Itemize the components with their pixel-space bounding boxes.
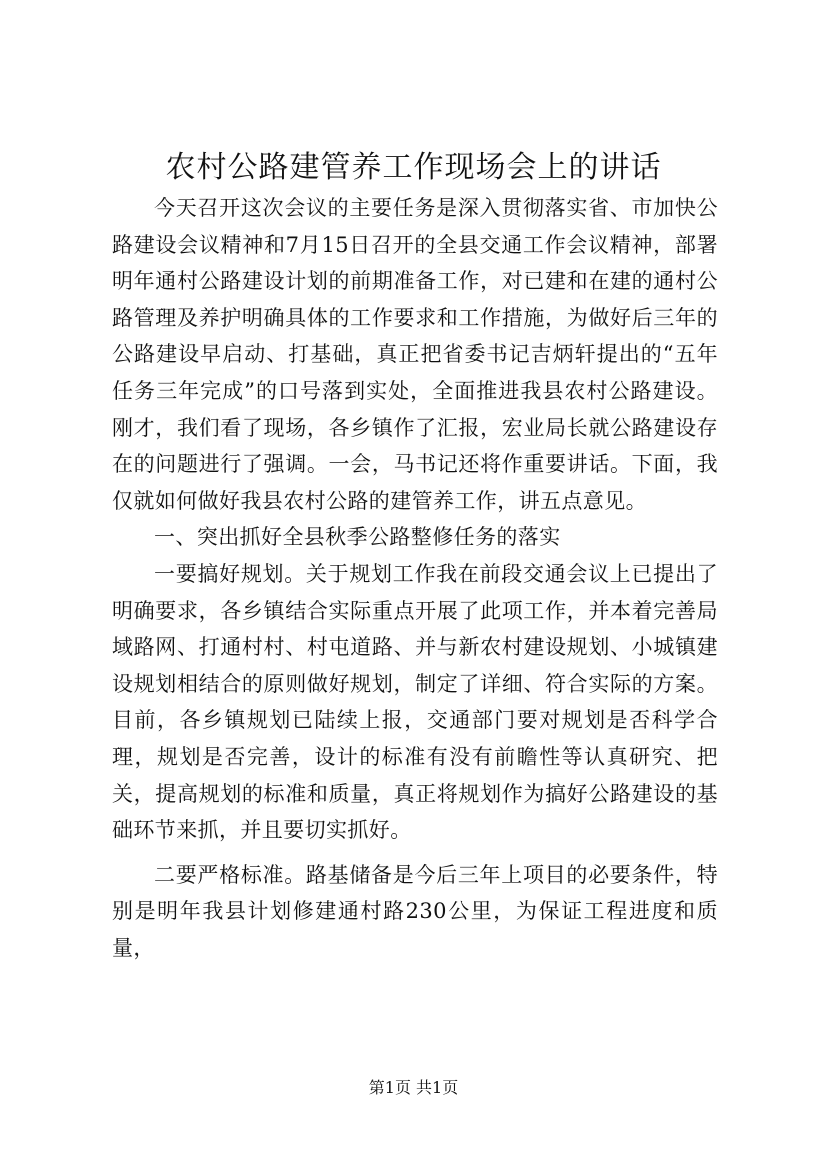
document-body — [112, 190, 718, 966]
document-title: 农村公路建管养工作现场会上的讲话 — [165, 150, 662, 185]
page-number-label: 第1页 共1页 — [368, 1078, 459, 1097]
paragraph-planning: 一要搞好规划。关于规划工作我在前段交通会议上已提出了明确要求，各乡镇结合实际重点开展了此项工作，并本着完善局域路网、打通村村、村屯道路、并与新农村建设规划、小城镇建设规划相结合的原则做好规划，制定了详细、符合实际的方案。目前，各乡镇规划已陆续上报，交通部门要对规划是否科学合理，规划是否完善，设计的标准有没有前瞻性等认真研究、把关，提高规划的标准和质量，真正将规划作为搞好公路建设的基础环节来抓，并且要切实抓好。 — [112, 561, 718, 843]
section-heading-1: 一、突出抓好全县秋季公路整修任务的落实 — [154, 525, 561, 550]
paragraph-intro: 今天召开这次会议的主要任务是深入贯彻落实省、市加快公路建设会议精神和7月15日召开的全县交通工作会议精神，部署明年通村公路建设计划的前期准备工作，对已建和在建的通村公路管理及养护明确具体的工作要求和工作措施，为做好后三年的公路建设早启动、打基础，真正把省委书记吉炳轩提出的“五年任务三年完成”的口号落到实处，全面推进我县农村公路建设。刚才，我们看了现场，各乡镇作了汇报，宏业局长就公路建设存在的问题进行了强调。一会，马书记还将作重要讲话。下面，我仅就如何做好我县农村公路的建管养工作，讲五点意见。 — [112, 196, 718, 513]
page-footer — [0, 1076, 827, 1100]
paragraph-standards: 二要严格标准。路基储备是今后三年上项目的必要条件，特别是明年我县计划修建通村路230公里，为保证工程进度和质量， — [112, 862, 718, 960]
